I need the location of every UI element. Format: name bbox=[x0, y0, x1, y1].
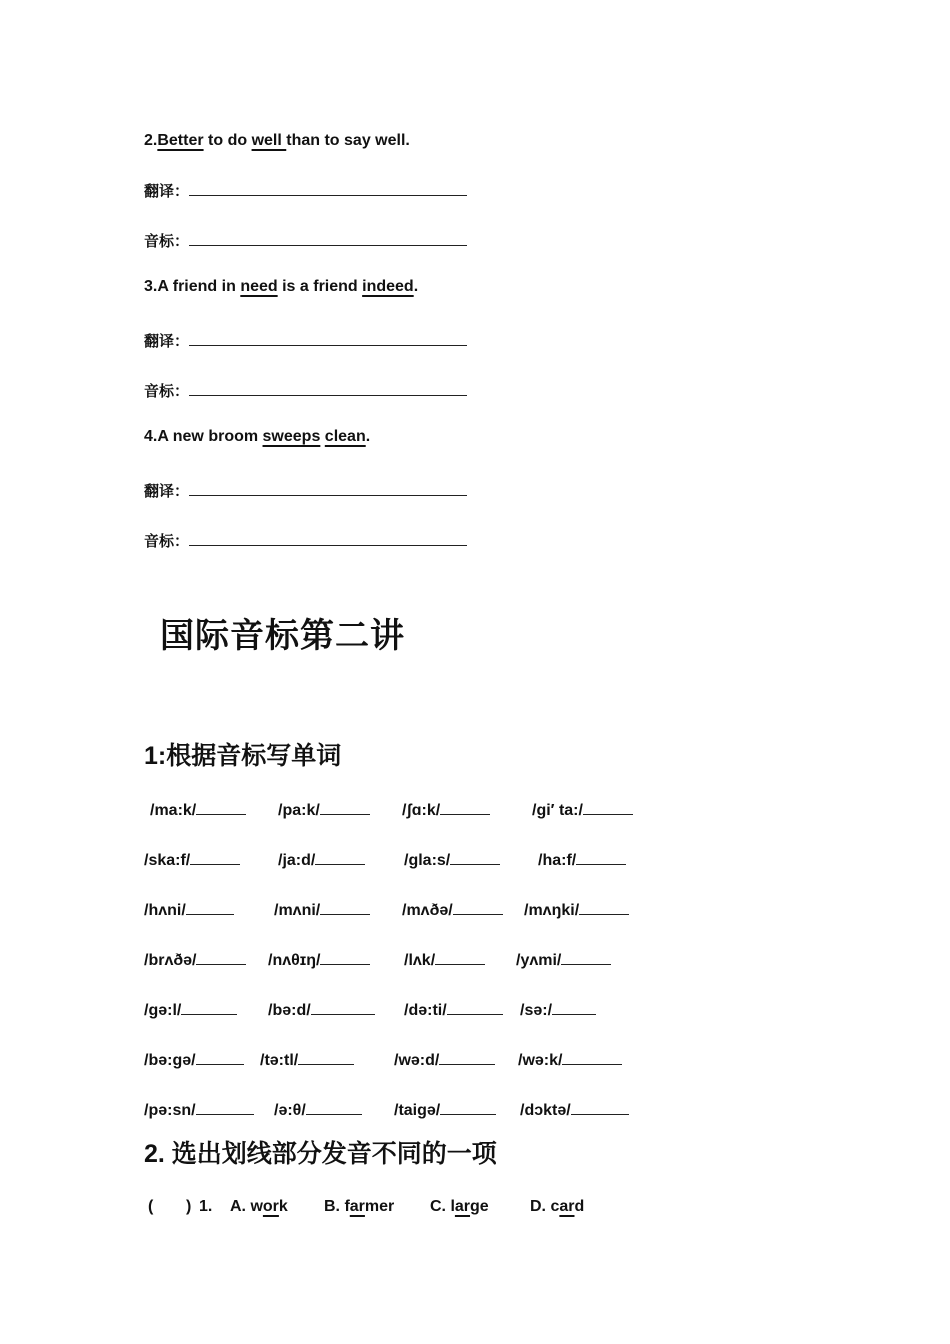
question-number: 1. bbox=[199, 1198, 213, 1215]
ipa-item bbox=[516, 950, 611, 970]
answer-blank[interactable] bbox=[189, 181, 467, 196]
ipa-item bbox=[402, 800, 490, 820]
ipa-item bbox=[274, 900, 370, 920]
ipa-item bbox=[278, 800, 370, 820]
ipa-text: /taigə/ bbox=[394, 1102, 441, 1119]
phonetic-line-4 bbox=[144, 530, 467, 551]
answer-blank[interactable] bbox=[320, 800, 370, 815]
ipa-item bbox=[394, 1050, 495, 1070]
answer-blank[interactable] bbox=[196, 1100, 254, 1115]
underlined-word: need bbox=[240, 278, 278, 295]
answer-blank[interactable] bbox=[181, 1000, 237, 1015]
phonetic-label: 音标： bbox=[144, 383, 190, 400]
sentence-2: 2.Better to do well than to say well. bbox=[144, 132, 410, 149]
ipa-text: /ha:f/ bbox=[538, 852, 577, 869]
ipa-item bbox=[402, 900, 503, 920]
ipa-item bbox=[520, 1100, 629, 1120]
sentence-3: 3.A friend in need is a friend indeed. bbox=[144, 278, 419, 295]
option-d[interactable]: D. card bbox=[530, 1198, 585, 1215]
answer-paren-open: ( bbox=[148, 1198, 154, 1215]
answer-blank[interactable] bbox=[189, 331, 467, 346]
answer-blank[interactable] bbox=[298, 1050, 354, 1065]
ipa-text: /mʌðə/ bbox=[402, 902, 453, 919]
ipa-item bbox=[144, 850, 240, 870]
answer-blank[interactable] bbox=[196, 950, 246, 965]
ipa-item bbox=[538, 850, 626, 870]
ipa-text: /tə:tl/ bbox=[260, 1052, 299, 1069]
ipa-text: /ma:k/ bbox=[150, 802, 197, 819]
ipa-text: /sə:/ bbox=[520, 1002, 553, 1019]
ipa-text: /wə:k/ bbox=[518, 1052, 563, 1069]
ipa-text: /gə:l/ bbox=[144, 1002, 182, 1019]
ipa-text: /lʌk/ bbox=[404, 952, 436, 969]
underlined-word: well bbox=[251, 132, 287, 149]
ipa-text: /brʌðə/ bbox=[144, 952, 197, 969]
ipa-text: /ə:θ/ bbox=[274, 1102, 306, 1119]
ipa-item bbox=[532, 800, 633, 820]
answer-blank[interactable] bbox=[440, 800, 490, 815]
ipa-text: /ja:d/ bbox=[278, 852, 316, 869]
translate-label: 翻译： bbox=[144, 333, 190, 350]
ipa-text: /mʌŋki/ bbox=[524, 902, 580, 919]
answer-blank[interactable] bbox=[320, 900, 370, 915]
underlined-word: indeed bbox=[362, 278, 414, 295]
ipa-item bbox=[404, 1000, 503, 1020]
ipa-item bbox=[394, 1100, 496, 1120]
answer-blank[interactable] bbox=[453, 900, 503, 915]
ipa-item bbox=[268, 950, 370, 970]
ipa-item bbox=[268, 1000, 375, 1020]
ipa-item bbox=[274, 1100, 362, 1120]
ipa-item bbox=[144, 1000, 237, 1020]
answer-blank[interactable] bbox=[561, 950, 611, 965]
answer-blank[interactable] bbox=[447, 1000, 503, 1015]
ipa-text: /gla:s/ bbox=[404, 852, 451, 869]
lecture-title: 国际音标第二讲 bbox=[160, 617, 405, 655]
ipa-item bbox=[404, 850, 500, 870]
answer-blank[interactable] bbox=[196, 800, 246, 815]
ipa-item bbox=[260, 1050, 354, 1070]
answer-blank[interactable] bbox=[189, 381, 467, 396]
option-c[interactable]: C. large bbox=[430, 1198, 489, 1215]
answer-blank[interactable] bbox=[196, 1050, 244, 1065]
answer-blank[interactable] bbox=[189, 231, 467, 246]
ipa-text: /ʃɑ:k/ bbox=[402, 802, 441, 819]
answer-blank[interactable] bbox=[190, 850, 240, 865]
ipa-item bbox=[518, 1050, 622, 1070]
answer-blank[interactable] bbox=[189, 531, 467, 546]
answer-blank[interactable] bbox=[450, 850, 500, 865]
ipa-text: /dɔktə/ bbox=[520, 1102, 571, 1119]
answer-blank[interactable] bbox=[320, 950, 370, 965]
ipa-text: /bə:d/ bbox=[268, 1002, 311, 1019]
translate-label: 翻译： bbox=[144, 483, 190, 500]
ipa-text: /hʌni/ bbox=[144, 902, 186, 919]
underlined-word: sweeps bbox=[262, 428, 321, 445]
ipa-text: /pə:sn/ bbox=[144, 1102, 196, 1119]
ipa-text: /nʌθɪŋ/ bbox=[268, 952, 321, 969]
underlined-word: clean bbox=[324, 428, 366, 445]
answer-blank[interactable] bbox=[583, 800, 633, 815]
phonetic-label: 音标： bbox=[144, 533, 190, 550]
answer-blank[interactable] bbox=[306, 1100, 362, 1115]
answer-blank[interactable] bbox=[311, 1000, 375, 1015]
ipa-item bbox=[144, 1050, 244, 1070]
ipa-item bbox=[150, 800, 246, 820]
option-a[interactable]: A. work bbox=[230, 1198, 288, 1215]
ipa-text: /gi′ ta:/ bbox=[532, 802, 583, 819]
sentence-4: 4.A new broom sweeps clean. bbox=[144, 428, 371, 445]
answer-blank[interactable] bbox=[189, 481, 467, 496]
phonetic-line-2 bbox=[144, 230, 467, 251]
ipa-item bbox=[404, 950, 485, 970]
underlined-word: Better bbox=[157, 132, 204, 149]
answer-blank[interactable] bbox=[579, 900, 629, 915]
ipa-text: /bə:gə/ bbox=[144, 1052, 196, 1069]
answer-blank[interactable] bbox=[562, 1050, 622, 1065]
translate-label: 翻译： bbox=[144, 183, 190, 200]
ipa-item bbox=[524, 900, 629, 920]
ipa-item bbox=[144, 950, 246, 970]
section-2-title: 2. 选出划线部分发音不同的一项 bbox=[144, 1140, 497, 1168]
ipa-item bbox=[520, 1000, 596, 1020]
answer-blank[interactable] bbox=[439, 1050, 495, 1065]
ipa-item bbox=[144, 1100, 254, 1120]
ipa-text: /pa:k/ bbox=[278, 802, 320, 819]
answer-blank[interactable] bbox=[576, 850, 626, 865]
answer-blank[interactable] bbox=[186, 900, 234, 915]
ipa-text: /wə:d/ bbox=[394, 1052, 440, 1069]
translate-line-2 bbox=[144, 180, 467, 201]
ipa-text: /yʌmi/ bbox=[516, 952, 562, 969]
answer-paren-close[interactable]: ) bbox=[186, 1198, 192, 1215]
phonetic-label: 音标： bbox=[144, 233, 190, 250]
option-b[interactable]: B. farmer bbox=[324, 1198, 395, 1215]
translate-line-3 bbox=[144, 330, 467, 351]
answer-blank[interactable] bbox=[571, 1100, 629, 1115]
ipa-text: /mʌni/ bbox=[274, 902, 321, 919]
section-1-title: 1:根据音标写单词 bbox=[144, 742, 342, 770]
ipa-text: /də:ti/ bbox=[404, 1002, 447, 1019]
answer-blank[interactable] bbox=[315, 850, 365, 865]
translate-line-4 bbox=[144, 480, 467, 501]
ipa-text: /ska:f/ bbox=[144, 852, 191, 869]
answer-blank[interactable] bbox=[440, 1100, 496, 1115]
phonetic-line-3 bbox=[144, 380, 467, 401]
ipa-item bbox=[144, 900, 234, 920]
answer-blank[interactable] bbox=[435, 950, 485, 965]
ipa-item bbox=[278, 850, 365, 870]
answer-blank[interactable] bbox=[552, 1000, 596, 1015]
